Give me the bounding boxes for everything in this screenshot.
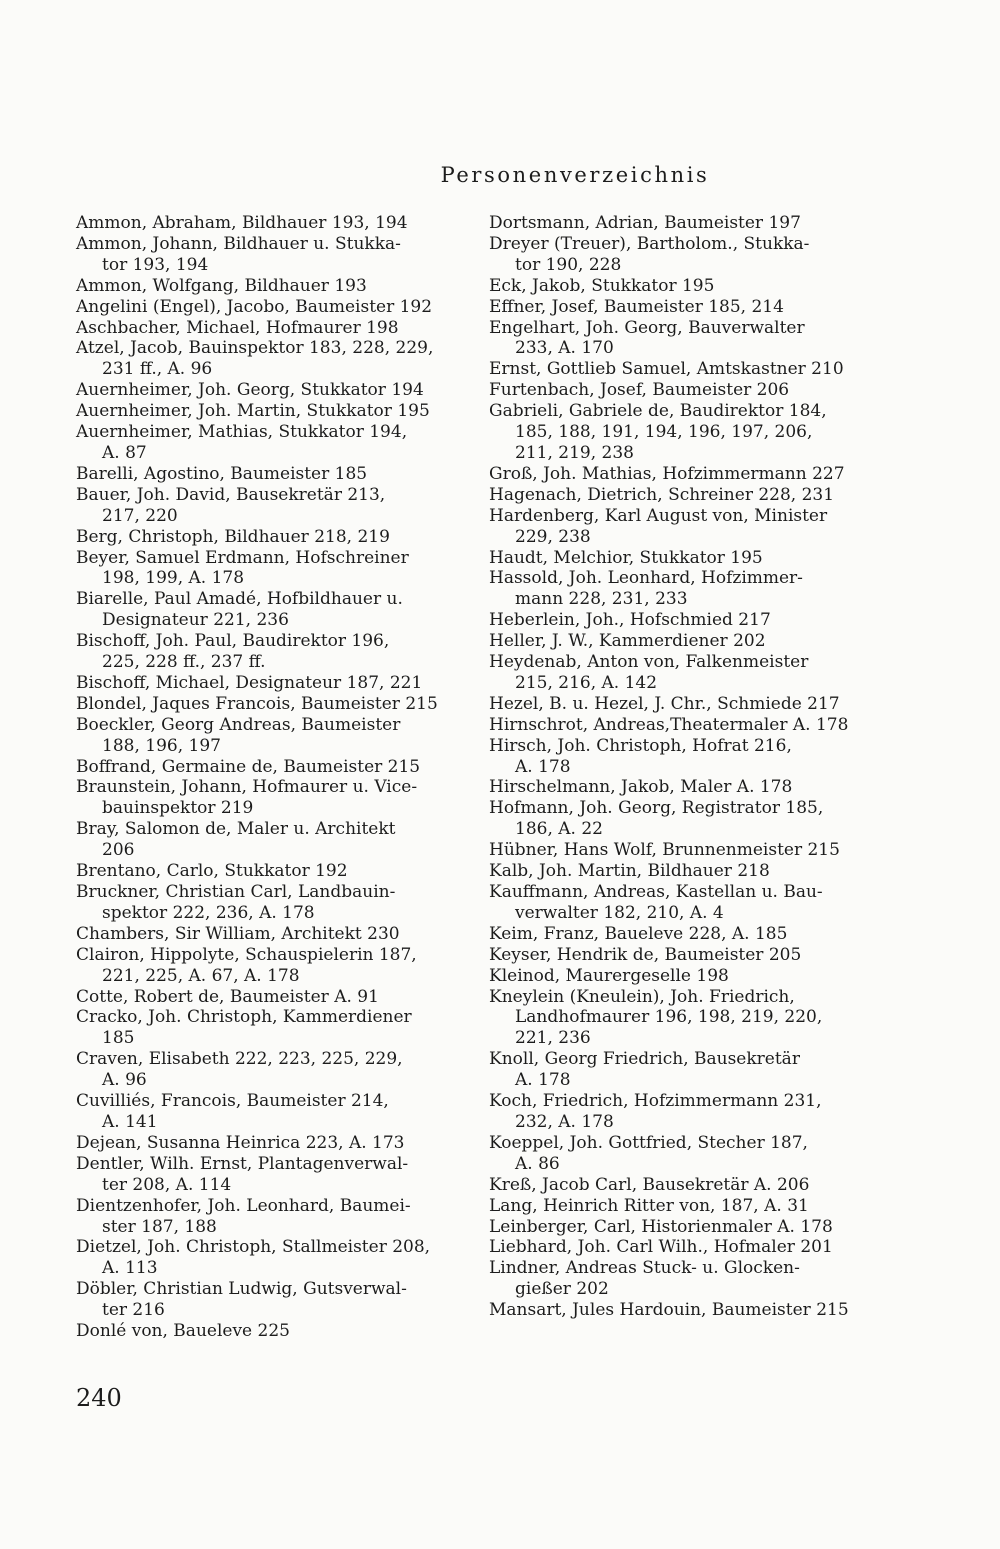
index-entry-continuation: tor 193, 194 <box>102 254 209 275</box>
index-entry-continuation: Landhofmaurer 196, 198, 219, 220, <box>515 1007 823 1028</box>
index-entry <box>76 673 456 694</box>
index-entry <box>76 777 456 819</box>
index-entry <box>489 276 872 297</box>
index-entry <box>76 422 456 464</box>
index-entry-line: Ammon, Wolfgang, Bildhauer 193 <box>76 275 367 296</box>
index-entry-line: Dentler, Wilh. Ernst, Plantagenverwal- <box>76 1153 409 1174</box>
index-entry-continuation: 215, 216, A. 142 <box>515 672 658 693</box>
index-entry-continuation: spektor 222, 236, A. 178 <box>102 902 315 923</box>
index-entry-continuation: 231 ff., A. 96 <box>102 359 213 380</box>
index-entry <box>76 1279 456 1321</box>
index-entry-line: Hirsch, Joh. Christoph, Hofrat 216, <box>489 735 792 756</box>
index-entry-line: Döbler, Christian Ludwig, Gutsverwal- <box>76 1279 407 1300</box>
index-entry <box>76 276 456 297</box>
index-entry-line: Hirschelmann, Jakob, Maler A. 178 <box>489 777 793 798</box>
index-entry <box>489 1237 872 1258</box>
index-entry <box>489 401 872 464</box>
index-entry-line: Kalb, Joh. Martin, Bildhauer 218 <box>489 861 770 882</box>
index-entry-continuation: 232, A. 178 <box>515 1111 614 1132</box>
index-entry <box>76 297 456 318</box>
index-entry-line: Dietzel, Joh. Christoph, Stallmeister 208, <box>76 1237 431 1258</box>
index-entry <box>76 631 456 673</box>
index-entry-line: Kneylein (Kneulein), Joh. Friedrich, <box>489 986 795 1007</box>
index-entry <box>489 610 872 631</box>
index-entry-line: Aschbacher, Michael, Hofmaurer 198 <box>76 317 399 338</box>
index-entry <box>76 548 456 590</box>
index-entry-continuation: ter 208, A. 114 <box>102 1174 232 1195</box>
index-entry <box>76 318 456 339</box>
index-entry <box>76 945 456 987</box>
index-entry <box>76 213 456 234</box>
index-entry-line: Koch, Friedrich, Hofzimmermann 231, <box>489 1091 822 1112</box>
index-entry <box>489 213 872 234</box>
index-entry-line: Atzel, Jacob, Bauinspektor 183, 228, 229, <box>76 338 434 359</box>
index-entry <box>489 1133 872 1175</box>
index-entry-line: Braunstein, Johann, Hofmaurer u. Vice- <box>76 777 418 798</box>
index-entry-line: Liebhard, Joh. Carl Wilh., Hofmaler 201 <box>489 1237 833 1258</box>
index-entry-continuation: 233, A. 170 <box>515 338 614 359</box>
index-entry-line: Keyser, Hendrik de, Baumeister 205 <box>489 944 802 965</box>
index-entry-line: Groß, Joh. Mathias, Hofzimmermann 227 <box>489 463 845 484</box>
index-entry <box>489 485 872 506</box>
page-number: 240 <box>76 1384 122 1412</box>
index-entry-line: Kleinod, Maurergeselle 198 <box>489 965 729 986</box>
index-entry-line: Cracko, Joh. Christoph, Kammerdiener <box>76 1007 412 1028</box>
index-entry <box>489 234 872 276</box>
index-entry <box>489 1175 872 1196</box>
index-entry-line: Hagenach, Dietrich, Schreiner 228, 231 <box>489 484 835 505</box>
index-entry <box>489 548 872 569</box>
page-title: Personenverzeichnis <box>440 163 710 187</box>
index-entry <box>76 987 456 1008</box>
index-entry-continuation: mann 228, 231, 233 <box>515 589 688 610</box>
index-entry <box>489 1217 872 1238</box>
index-entry-line: Biarelle, Paul Amadé, Hofbildhauer u. <box>76 589 403 610</box>
index-entry-line: Engelhart, Joh. Georg, Bauverwalter <box>489 317 805 338</box>
index-entry-line: Effner, Josef, Baumeister 185, 214 <box>489 296 784 317</box>
index-entry <box>76 1133 456 1154</box>
index-entry <box>489 568 872 610</box>
index-entry <box>489 882 872 924</box>
index-entry-line: Ernst, Gottlieb Samuel, Amtskastner 210 <box>489 359 844 380</box>
index-entry-line: Hardenberg, Karl August von, Minister <box>489 505 828 526</box>
index-entry-continuation: A. 141 <box>102 1111 158 1132</box>
index-entry-line: Lang, Heinrich Ritter von, 187, A. 31 <box>489 1195 809 1216</box>
index-entry-line: Boeckler, Georg Andreas, Baumeister <box>76 714 401 735</box>
index-entry-line: Knoll, Georg Friedrich, Bausekretär <box>489 1049 800 1070</box>
index-entry-line: Heller, J. W., Kammerdiener 202 <box>489 631 766 652</box>
index-entry <box>76 234 456 276</box>
index-entry <box>76 464 456 485</box>
index-entry <box>76 1321 456 1342</box>
index-entry-line: Heydenab, Anton von, Falkenmeister <box>489 652 809 673</box>
index-entry <box>489 1196 872 1217</box>
index-entry-line: Donlé von, Baueleve 225 <box>76 1321 290 1342</box>
index-entry <box>489 464 872 485</box>
index-entry <box>489 840 872 861</box>
index-entry <box>76 924 456 945</box>
index-entry <box>489 777 872 798</box>
index-entry-line: Bruckner, Christian Carl, Landbauin- <box>76 882 396 902</box>
index-entry <box>489 1091 872 1133</box>
index-entry-line: Auernheimer, Joh. Martin, Stukkator 195 <box>76 401 430 422</box>
index-entry <box>489 506 872 548</box>
index-entry <box>76 882 456 924</box>
index-entry-line: Haudt, Melchior, Stukkator 195 <box>489 547 763 568</box>
index-entry <box>489 987 872 1050</box>
index-entry <box>76 380 456 401</box>
index-entry-continuation: 186, A. 22 <box>515 819 603 840</box>
index-entry <box>76 715 456 757</box>
index-entry <box>76 1154 456 1196</box>
index-entry-line: Barelli, Agostino, Baumeister 185 <box>76 463 368 484</box>
index-entry-line: Clairon, Hippolyte, Schauspielerin 187, <box>76 944 417 965</box>
index-entry-line: Berg, Christoph, Bildhauer 218, 219 <box>76 526 390 547</box>
index-column-right <box>489 213 872 1321</box>
index-entry-line: Kauffmann, Andreas, Kastellan u. Bau- <box>489 882 823 902</box>
index-entry <box>489 966 872 987</box>
index-entry-continuation: ster 187, 188 <box>102 1216 217 1237</box>
index-entry-continuation: tor 190, 228 <box>515 254 622 275</box>
index-entry-line: Lindner, Andreas Stuck- u. Glocken- <box>489 1258 800 1279</box>
index-entry <box>76 1007 456 1049</box>
index-entry-line: Brentano, Carlo, Stukkator 192 <box>76 861 348 882</box>
index-entry-line: Bischoff, Michael, Designateur 187, 221 <box>76 672 423 693</box>
index-entry-continuation: 221, 236 <box>515 1028 591 1049</box>
index-entry-line: Dreyer (Treuer), Bartholom., Stukka- <box>489 233 810 254</box>
index-entry-continuation: 185, 188, 191, 194, 196, 197, 206, <box>515 422 813 443</box>
index-entry <box>489 652 872 694</box>
index-entry <box>489 631 872 652</box>
index-entry <box>489 736 872 778</box>
index-entry-line: Keim, Franz, Baueleve 228, A. 185 <box>489 923 788 944</box>
index-entry <box>76 694 456 715</box>
index-entry-continuation: 185 <box>102 1028 135 1049</box>
index-column-left <box>76 213 456 1342</box>
index-entry <box>489 1049 872 1091</box>
index-entry-line: Blondel, Jaques Francois, Baumeister 215 <box>76 693 438 714</box>
index-entry <box>489 318 872 360</box>
index-entry-line: Dortsmann, Adrian, Baumeister 197 <box>489 213 801 233</box>
index-entry-line: Hübner, Hans Wolf, Brunnenmeister 215 <box>489 840 840 861</box>
index-entry <box>76 1196 456 1238</box>
index-entry-continuation: 211, 219, 238 <box>515 442 634 463</box>
index-entry-continuation: A. 96 <box>102 1070 147 1091</box>
index-entry-line: Mansart, Jules Hardouin, Baumeister 215 <box>489 1300 849 1321</box>
index-entry-line: Angelini (Engel), Jacobo, Baumeister 192 <box>76 296 433 317</box>
index-entry-continuation: 217, 220 <box>102 505 178 526</box>
index-entry-line: Heberlein, Joh., Hofschmied 217 <box>489 610 771 631</box>
index-entry-continuation: A. 86 <box>515 1153 560 1174</box>
index-entry-continuation: bauinspektor 219 <box>102 798 254 819</box>
index-entry <box>489 715 872 736</box>
index-entry-continuation: ter 216 <box>102 1300 165 1321</box>
index-entry-line: Hirnschrot, Andreas,Theatermaler A. 178 <box>489 714 849 735</box>
index-entry <box>489 380 872 401</box>
index-entry-line: Boffrand, Germaine de, Baumeister 215 <box>76 756 421 777</box>
index-entry-line: Kreß, Jacob Carl, Bausekretär A. 206 <box>489 1174 810 1195</box>
index-entry <box>76 527 456 548</box>
index-entry-line: Bray, Salomon de, Maler u. Architekt <box>76 819 396 840</box>
index-entry-line: Bischoff, Joh. Paul, Baudirektor 196, <box>76 631 390 652</box>
index-entry <box>489 1300 872 1321</box>
index-entry-continuation: 206 <box>102 840 135 861</box>
index-entry-line: Dejean, Susanna Heinrica 223, A. 173 <box>76 1132 405 1153</box>
index-entry-line: Chambers, Sir William, Architekt 230 <box>76 923 400 944</box>
index-entry <box>489 297 872 318</box>
index-entry <box>76 589 456 631</box>
index-entry-line: Beyer, Samuel Erdmann, Hofschreiner <box>76 547 409 568</box>
index-entry-line: Furtenbach, Josef, Baumeister 206 <box>489 380 790 401</box>
index-entry <box>76 1049 456 1091</box>
index-entry-continuation: verwalter 182, 210, A. 4 <box>515 902 724 923</box>
index-entry <box>76 1091 456 1133</box>
index-entry-continuation: A. 87 <box>102 442 147 463</box>
index-entry-line: Koeppel, Joh. Gottfried, Stecher 187, <box>489 1132 808 1153</box>
index-entry-continuation: 225, 228 ff., 237 ff. <box>102 652 266 673</box>
index-entry-line: Hezel, B. u. Hezel, J. Chr., Schmiede 217 <box>489 693 840 714</box>
index-entry <box>76 485 456 527</box>
index-entry <box>76 757 456 778</box>
index-entry <box>489 1258 872 1300</box>
index-entry <box>76 1237 456 1279</box>
index-entry <box>489 694 872 715</box>
index-entry <box>76 861 456 882</box>
index-entry-continuation: gießer 202 <box>515 1279 609 1300</box>
index-entry-line: Ammon, Abraham, Bildhauer 193, 194 <box>76 213 408 233</box>
index-entry-line: Eck, Jakob, Stukkator 195 <box>489 275 715 296</box>
index-entry-continuation: A. 178 <box>515 1070 571 1091</box>
index-entry <box>489 798 872 840</box>
index-entry-line: Dientzenhofer, Joh. Leonhard, Baumei- <box>76 1195 411 1216</box>
index-entry <box>76 819 456 861</box>
index-entry-line: Bauer, Joh. David, Bausekretär 213, <box>76 484 386 505</box>
index-entry <box>76 401 456 422</box>
index-entry-line: Ammon, Johann, Bildhauer u. Stukka- <box>76 233 401 254</box>
index-entry <box>489 945 872 966</box>
index-entry-continuation: A. 178 <box>515 756 571 777</box>
index-entry <box>489 924 872 945</box>
index-entry-line: Gabrieli, Gabriele de, Baudirektor 184, <box>489 401 827 422</box>
index-entry-continuation: 221, 225, A. 67, A. 178 <box>102 965 300 986</box>
index-entry-line: Craven, Elisabeth 222, 223, 225, 229, <box>76 1049 403 1070</box>
index-entry-line: Cotte, Robert de, Baumeister A. 91 <box>76 986 379 1007</box>
index-entry-continuation: 188, 196, 197 <box>102 735 221 756</box>
index-entry-line: Cuvilliés, Francois, Baumeister 214, <box>76 1091 389 1112</box>
index-entry-line: Hofmann, Joh. Georg, Registrator 185, <box>489 798 824 819</box>
index-entry-line: Hassold, Joh. Leonhard, Hofzimmer- <box>489 568 803 589</box>
index-entry <box>489 359 872 380</box>
index-entry-continuation: A. 113 <box>102 1258 158 1279</box>
index-entry-line: Auernheimer, Joh. Georg, Stukkator 194 <box>76 380 424 401</box>
index-entry <box>489 861 872 882</box>
index-entry-continuation: 198, 199, A. 178 <box>102 568 245 589</box>
index-entry-continuation: 229, 238 <box>515 526 591 547</box>
index-entry-line: Auernheimer, Mathias, Stukkator 194, <box>76 422 408 443</box>
index-entry <box>76 338 456 380</box>
index-entry-continuation: Designateur 221, 236 <box>102 610 289 631</box>
index-entry-line: Leinberger, Carl, Historienmaler A. 178 <box>489 1216 833 1237</box>
